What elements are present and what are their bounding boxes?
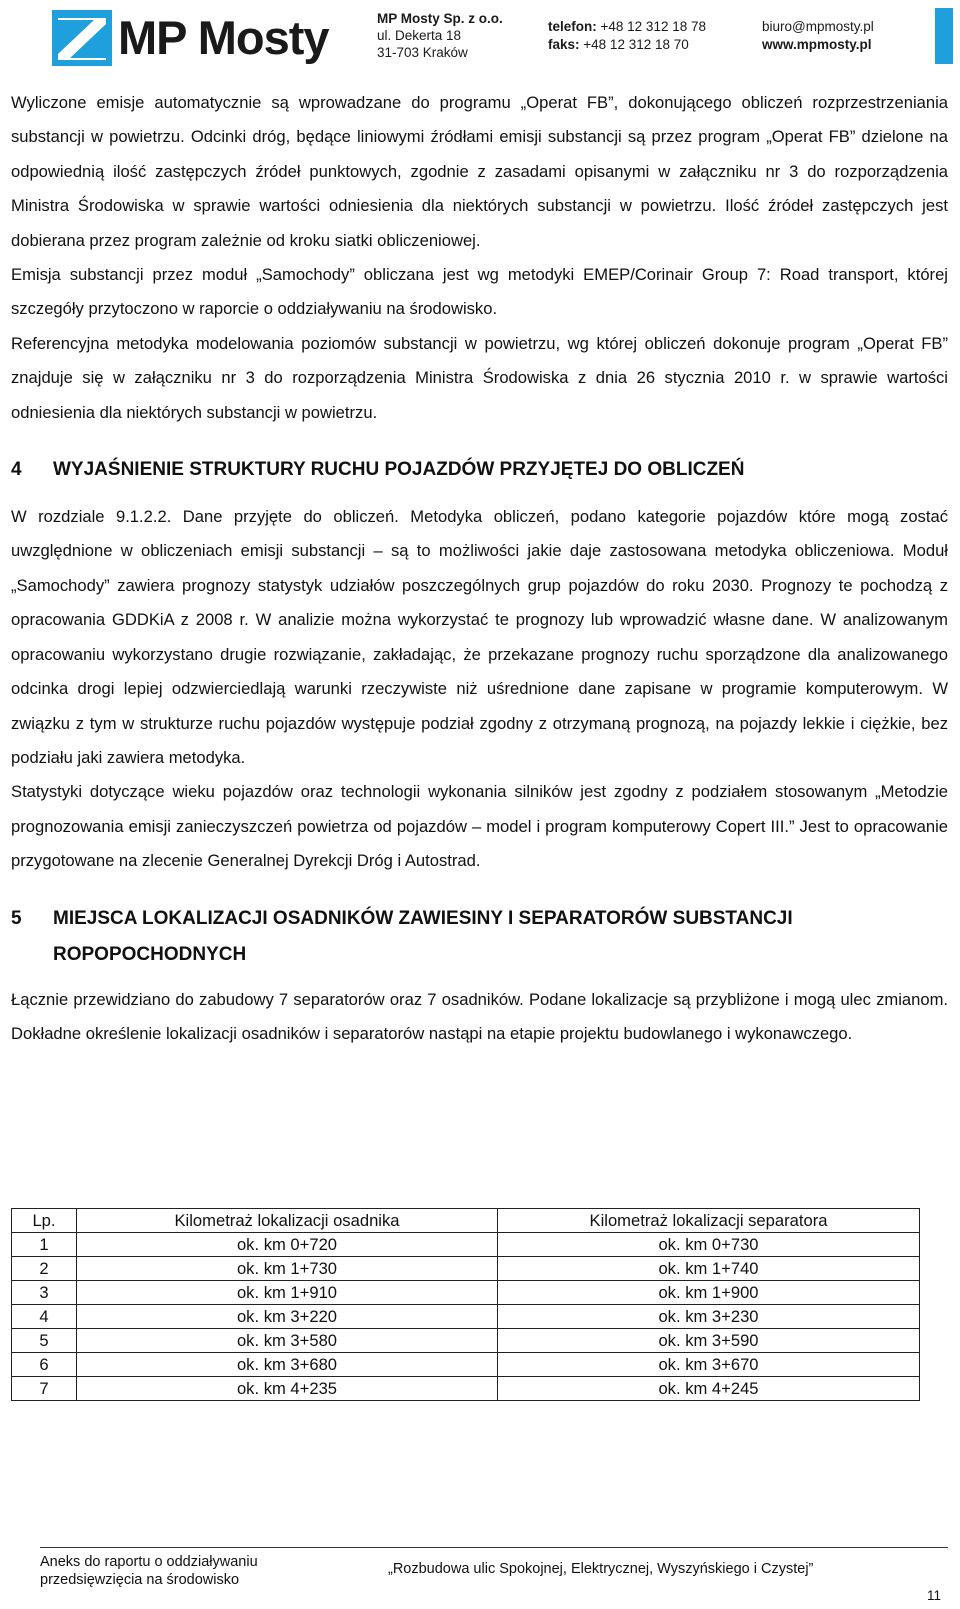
footer-left-line-2: przedsięwzięcia na środowisko [40, 1572, 240, 1588]
cell-settler-km: ok. km 1+910 [77, 1281, 498, 1305]
phone-value: +48 12 312 18 78 [600, 19, 706, 34]
cell-separator-km: ok. km 1+900 [498, 1281, 920, 1305]
fax-value: +48 12 312 18 70 [583, 37, 689, 52]
section-5-number: 5 [11, 907, 22, 929]
paragraph-emep-method: Emisja substancji przez moduł „Samochody” obliczana jest wg metodyki EMEP/Corinair Group 7: Road transport, której szczegóły przytoczono w raporcie o oddziaływaniu na środowisko. [11, 265, 948, 319]
logo-wordmark: MP Mosty [118, 11, 329, 64]
table-row [12, 1353, 920, 1377]
cell-settler-km: ok. km 1+730 [77, 1257, 498, 1281]
section-4-heading [11, 452, 948, 488]
company-address [377, 10, 503, 61]
cell-settler-km: ok. km 3+220 [77, 1305, 498, 1329]
document-body [11, 86, 948, 1051]
column-header-separator-km: Kilometraż lokalizacji separatora [498, 1209, 920, 1233]
separator-location-table [11, 1208, 920, 1401]
cell-separator-km: ok. km 3+230 [498, 1305, 920, 1329]
paragraph-separators: Łącznie przewidziano do zabudowy 7 separatorów oraz 7 osadników. Podane lokalizacje są przybliżone i mogą ulec zmianom. Dokładne określenie lokalizacji osadników i separatorów nastąpi na etapie projektu budowlanego i wykonawczego. [11, 989, 948, 1043]
section-4-title: WYJAŚNIENIE STRUKTURY RUCHU POJAZDÓW PRZYJĘTEJ DO OBLICZEŃ [53, 459, 745, 481]
cell-separator-km: ok. km 1+740 [498, 1257, 920, 1281]
cell-lp: 2 [12, 1257, 77, 1281]
footer-left-line-1: Aneks do raportu o oddziaływaniu [40, 1554, 258, 1570]
table-row [12, 1305, 920, 1329]
section-5-title: MIEJSCA LOKALIZACJI OSADNIKÓW ZAWIESINY I SEPARATORÓW SUBSTANCJI ROPOPOCHODNYCH [53, 907, 793, 965]
phone-line [548, 18, 706, 36]
cell-lp: 1 [12, 1233, 77, 1257]
paragraph-vehicle-statistics: Statystyki dotyczące wieku pojazdów oraz technologii wykonania silników jest zgodny z podziałem stosowanym „Metodzie prognozowania emisji zanieczyszczeń powietrza od pojazdów – model i program komputerowy Copert III.” Jest to opracowanie przygotowane na zlecenie Generalnej Dyrekcji Dróg i Autostrad. [11, 782, 948, 871]
cell-lp: 3 [12, 1281, 77, 1305]
email-link[interactable]: biuro@mpmosty.pl [762, 19, 874, 34]
company-name: MP Mosty Sp. z o.o. [377, 11, 503, 26]
paragraph-traffic-structure: W rozdziale 9.1.2.2. Dane przyjęte do obliczeń. Metodyka obliczeń, podano kategorie pojazdów które mogą zostać uwzględnione w obliczeniach emisji substancji – są to możliwości jakie daje zastosowana metodyka obliczeniowa. Moduł „Samochody” zawiera prognozy statystyk udziałów poszczególnych grup pojazdów do roku 2030. Prognozy te pochodzą z opracowania GDDKiA z 2008 r. W analizie można wykorzystać te prognozy lub wprowadzić własne dane. W analizowanym opracowaniu wykorzystano drugie rozwiązanie, zakładając, że przekazane prognozy ruchu sporządzone dla analizowanego odcinka drogi lepiej odzwierciedlają warunki rzeczywiste niż uśrednione dane zapisane w programie komputerowym. W związku z tym w strukturze ruchu pojazdów występuje podział zgodny z otrzymaną prognozą, na pojazdy lekkie i ciężkie, bez podziału jaki zawiera metodyka. [11, 507, 948, 767]
cell-lp: 5 [12, 1329, 77, 1353]
cell-lp: 6 [12, 1353, 77, 1377]
section-5-heading [11, 901, 948, 973]
website-link[interactable]: www.mpmosty.pl [762, 37, 872, 52]
table-row [12, 1257, 920, 1281]
table-header-row [12, 1209, 920, 1233]
table-row [12, 1329, 920, 1353]
contact-info [548, 18, 706, 54]
cell-lp: 7 [12, 1377, 77, 1401]
cell-settler-km: ok. km 0+720 [77, 1233, 498, 1257]
column-header-lp: Lp. [12, 1209, 77, 1233]
table-row [12, 1233, 920, 1257]
header-accent-bar [935, 8, 953, 64]
fax-label: faks: [548, 37, 580, 52]
table-row [12, 1281, 920, 1305]
page-number: 11 [927, 1588, 942, 1603]
cell-separator-km: ok. km 0+730 [498, 1233, 920, 1257]
fax-line [548, 36, 706, 54]
phone-label: telefon: [548, 19, 597, 34]
page-header [0, 0, 960, 75]
cell-settler-km: ok. km 3+580 [77, 1329, 498, 1353]
cell-separator-km: ok. km 4+245 [498, 1377, 920, 1401]
cell-separator-km: ok. km 3+670 [498, 1353, 920, 1377]
footer-document-title [40, 1553, 258, 1589]
web-info [762, 18, 874, 54]
paragraph-reference-method: Referencyjna metodyka modelowania poziomów substancji w powietrzu, wg której obliczeń dokonuje program „Operat FB” znajduje się w załączniku nr 3 do rozporządzenia Ministra Środowiska z dnia 26 stycznia 2010 r. w sprawie wartości odniesienia dla niektórych substancji w powietrzu. [11, 333, 948, 422]
footer-divider [40, 1547, 948, 1548]
paragraph-operat-fb: Wyliczone emisje automatycznie są wprowadzane do programu „Operat FB”, dokonującego obliczeń rozprzestrzeniania substancji w powietrzu. Odcinki dróg, będące liniowymi źródłami emisji substancji są przez program „Operat FB” dzielone na odpowiednią ilość zastępczych źródeł punktowych, zgodnie z zasadami opisanymi w załączniku nr 3 do rozporządzenia Ministra Środowiska w sprawie wartości odniesienia dla niektórych substancji w powietrzu. Ilość źródeł zastępczych jest dobierana przez program zależnie od kroku siatki obliczeniowej. [11, 93, 948, 250]
company-city: 31-703 Kraków [377, 45, 468, 60]
cell-settler-km: ok. km 3+680 [77, 1353, 498, 1377]
cell-settler-km: ok. km 4+235 [77, 1377, 498, 1401]
table-row [12, 1377, 920, 1401]
company-street: ul. Dekerta 18 [377, 28, 462, 43]
company-logo-icon [52, 10, 112, 66]
cell-separator-km: ok. km 3+590 [498, 1329, 920, 1353]
column-header-settler-km: Kilometraż lokalizacji osadnika [77, 1209, 498, 1233]
section-4-number: 4 [11, 459, 22, 481]
footer-project-title: „Rozbudowa ulic Spokojnej, Elektrycznej, Wyszyńskiego i Czystej” [388, 1561, 814, 1577]
cell-lp: 4 [12, 1305, 77, 1329]
